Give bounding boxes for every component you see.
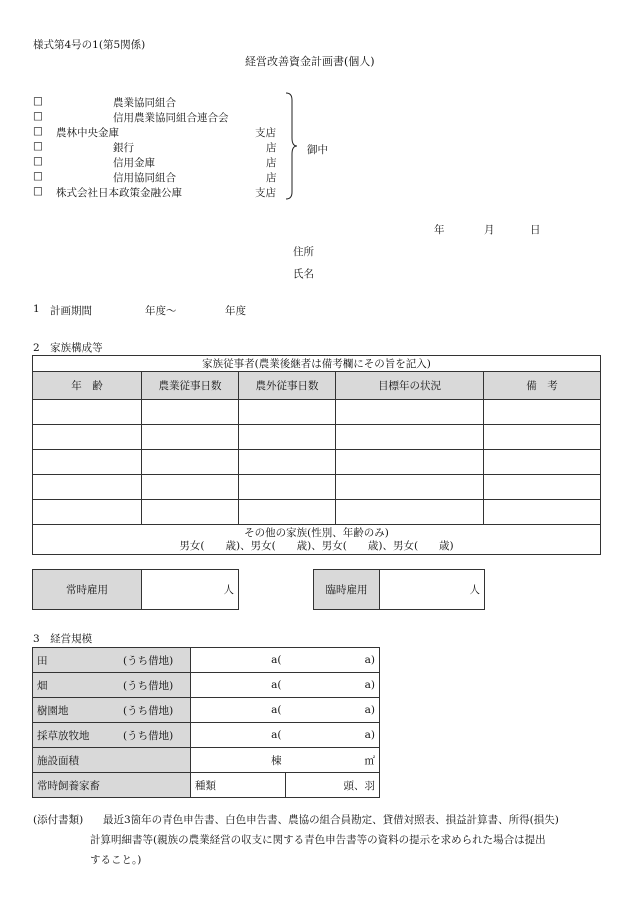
brace-icon xyxy=(284,92,298,200)
table-cell[interactable] xyxy=(336,425,484,450)
bank-name: 銀行 xyxy=(113,142,134,154)
land-label-cell xyxy=(33,648,191,673)
bank-suffix: 支店 xyxy=(255,187,276,199)
column-header: 年 齢 xyxy=(33,372,142,400)
column-header: 農外従事日数 xyxy=(239,372,336,400)
bank-row xyxy=(33,185,293,201)
livestock-count-field[interactable]: 頭、羽 xyxy=(286,773,380,798)
facility-building-field[interactable]: 棟 xyxy=(191,748,286,773)
date-day: 日 xyxy=(530,224,541,236)
column-header: 農業従事日数 xyxy=(142,372,239,400)
section2-heading: 2 家族構成等 xyxy=(33,342,103,354)
bank-row xyxy=(33,125,293,141)
checkbox[interactable]: □ xyxy=(33,95,43,107)
table-cell[interactable] xyxy=(336,475,484,500)
bank-name: 信用農業協同組合連合会 xyxy=(113,112,229,124)
section1-label: 計画期間 xyxy=(50,305,92,317)
leased-label: (うち借地) xyxy=(123,654,174,667)
other-family-cell[interactable] xyxy=(33,525,601,555)
livestock-label: 常時飼養家畜 xyxy=(33,773,191,798)
attachments-line: 最近3箇年の青色申告書、白色申告書、農協の組合員勘定、貸借対照表、損益計算書、所得(損失) xyxy=(103,814,559,826)
checkbox[interactable]: □ xyxy=(33,110,43,122)
bank-suffix: 店 xyxy=(266,157,277,169)
table-cell[interactable] xyxy=(33,425,142,450)
facility-area-label: 施設面積 xyxy=(33,748,191,773)
table-cell[interactable] xyxy=(142,450,239,475)
checkbox[interactable]: □ xyxy=(33,170,43,182)
facility-area-field[interactable]: ㎡ xyxy=(286,748,380,773)
bank-suffix: 店 xyxy=(266,172,277,184)
name-label: 氏名 xyxy=(293,268,314,280)
temporary-employment-box xyxy=(313,569,485,610)
table-cell[interactable] xyxy=(484,400,601,425)
section3-heading: 3 経営規模 xyxy=(33,633,93,645)
leased-area-field[interactable]: a) xyxy=(286,648,380,673)
table-row xyxy=(33,450,601,475)
bank-name: 農林中央金庫 xyxy=(56,127,119,139)
checkbox[interactable]: □ xyxy=(33,155,43,167)
checkbox[interactable]: □ xyxy=(33,125,43,137)
page-title: 経営改善資金計画書(個人) xyxy=(245,55,375,68)
onchu-label: 御中 xyxy=(307,144,328,156)
bank-row xyxy=(33,110,293,126)
regular-employment-box xyxy=(32,569,239,610)
table-row xyxy=(33,723,380,748)
table-cell[interactable] xyxy=(336,500,484,525)
table-cell[interactable] xyxy=(239,425,336,450)
table-cell[interactable] xyxy=(239,500,336,525)
temporary-employment-label: 臨時雇用 xyxy=(314,570,380,610)
leased-area-field[interactable]: a) xyxy=(286,723,380,748)
area-field[interactable]: a( xyxy=(191,648,286,673)
section1-from: 年度〜 xyxy=(145,305,177,317)
land-label-cell xyxy=(33,698,191,723)
table-row xyxy=(33,475,601,500)
bank-row xyxy=(33,140,293,156)
area-field[interactable]: a( xyxy=(191,673,286,698)
family-table xyxy=(32,355,601,555)
bank-name: 信用協同組合 xyxy=(113,172,176,184)
bank-row xyxy=(33,170,293,186)
scale-table xyxy=(32,647,380,798)
area-field[interactable]: a( xyxy=(191,698,286,723)
area-field[interactable]: a( xyxy=(191,723,286,748)
table-cell[interactable] xyxy=(484,500,601,525)
table-row xyxy=(33,698,380,723)
attachments-line: すること。) xyxy=(90,854,142,866)
table-cell[interactable] xyxy=(33,475,142,500)
table-cell[interactable] xyxy=(142,425,239,450)
table-cell[interactable] xyxy=(239,475,336,500)
bank-suffix: 支店 xyxy=(255,127,276,139)
land-label-cell xyxy=(33,673,191,698)
column-header: 目標年の状況 xyxy=(336,372,484,400)
attachments-label: (添付書類) xyxy=(33,814,84,826)
checkbox[interactable]: □ xyxy=(33,185,43,197)
table-cell[interactable] xyxy=(142,400,239,425)
table-cell[interactable] xyxy=(33,400,142,425)
table-row xyxy=(33,500,601,525)
attachments-line: 計算明細書等(親族の農業経営の収支に関する青色申告書等の資料の提示を求められた場合は提出 xyxy=(90,834,546,846)
leased-label: (うち借地) xyxy=(123,704,174,717)
table-cell[interactable] xyxy=(33,500,142,525)
table-cell[interactable] xyxy=(33,450,142,475)
table-cell[interactable] xyxy=(239,400,336,425)
other-family-line: 男女( 歳)、男女( 歳)、男女( 歳)、男女( 歳) xyxy=(179,539,454,552)
land-label: 採草放牧地 xyxy=(37,729,90,742)
regular-employment-field[interactable]: 人 xyxy=(142,570,239,610)
table-cell[interactable] xyxy=(484,425,601,450)
land-label: 田 xyxy=(37,654,48,667)
leased-area-field[interactable]: a) xyxy=(286,698,380,723)
leased-area-field[interactable]: a) xyxy=(286,673,380,698)
bank-name: 信用金庫 xyxy=(113,157,155,169)
family-table-title: 家族従事者(農業後継者は備考欄にその旨を記入) xyxy=(33,356,601,372)
table-cell[interactable] xyxy=(142,500,239,525)
table-row xyxy=(33,425,601,450)
section1-number: 1 xyxy=(33,303,40,315)
table-row xyxy=(33,648,380,673)
bank-suffix: 店 xyxy=(266,142,277,154)
bank-row xyxy=(33,155,293,171)
land-label: 畑 xyxy=(37,679,48,692)
temporary-employment-field[interactable]: 人 xyxy=(380,570,485,610)
land-label-cell xyxy=(33,723,191,748)
livestock-kind-field[interactable]: 種類 xyxy=(191,773,286,798)
bank-name: 農業協同組合 xyxy=(113,97,176,109)
land-label: 樹園地 xyxy=(37,704,69,717)
column-header: 備 考 xyxy=(484,372,601,400)
bank-row xyxy=(33,95,293,111)
date-month: 月 xyxy=(484,224,495,236)
leased-label: (うち借地) xyxy=(123,679,174,692)
table-cell[interactable] xyxy=(484,475,601,500)
section1-to: 年度 xyxy=(225,305,246,317)
table-row xyxy=(33,673,380,698)
table-row xyxy=(33,773,380,798)
table-cell[interactable] xyxy=(336,450,484,475)
table-cell[interactable] xyxy=(239,450,336,475)
address-label: 住所 xyxy=(293,246,314,258)
table-row xyxy=(33,748,380,773)
date-year: 年 xyxy=(434,224,445,236)
other-family-title: その他の家族(性別、年齢のみ) xyxy=(244,526,389,539)
table-cell[interactable] xyxy=(336,400,484,425)
regular-employment-label: 常時雇用 xyxy=(33,570,142,610)
bank-name: 株式会社日本政策金融公庫 xyxy=(56,187,182,199)
table-row xyxy=(33,400,601,425)
checkbox[interactable]: □ xyxy=(33,140,43,152)
leased-label: (うち借地) xyxy=(123,729,174,742)
table-cell[interactable] xyxy=(484,450,601,475)
form-number: 様式第4号の1(第5関係) xyxy=(33,39,146,51)
table-cell[interactable] xyxy=(142,475,239,500)
